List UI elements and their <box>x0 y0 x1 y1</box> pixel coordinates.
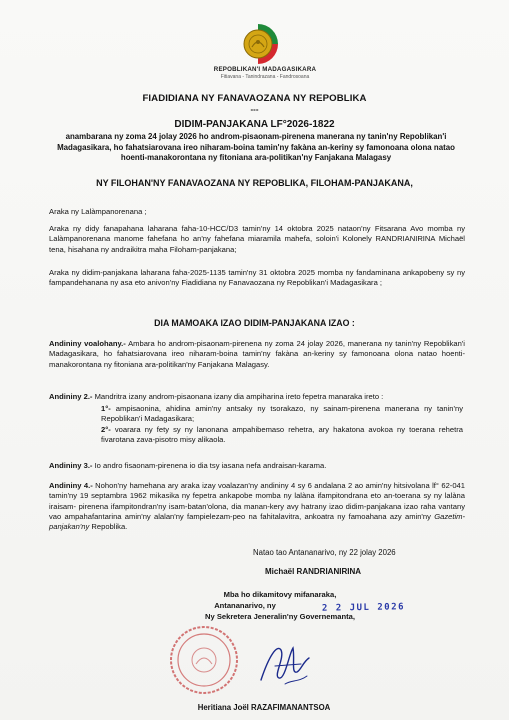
countersign-place-line: Antananarivo, ny <box>214 600 276 610</box>
article-1-label: Andininy voalohany.- <box>49 339 126 348</box>
item-1-number: 1°- <box>101 404 111 413</box>
article-1-text: Ambara ho androm-pisaonam-pirenena ny zoma 24 jolay 2026, manerana ny tanin'ny Repoblikan'i Madagasikara, ho fahatsiarovana ireo niharam-boina tamin'ny fakàna an-keriny sy famonoana olona natao hoenti-manakorontana ny fitoniana ara-politikan'ny Fanjakana Malagasy. <box>49 339 465 369</box>
article-2-item-2 <box>101 425 463 446</box>
national-motto: Fitiavana - Tanindrazana - Fandrosoana <box>220 74 310 80</box>
decree-title: DIDIM-PANJAKANA LF°2026-1822 <box>174 119 335 130</box>
consideration-2: Araka ny didy fanapahana laharana faha-10-HCC/D3 tamin'ny 14 oktobra 2025 nataon'ny Fitsarana Avo momba ny Lalàmpanorenana manome fahefana ho an'ny fahefana miaramila mahefa, soloin'i Kolonely RANDRIANIRINA Michaël tena, hisahana ny andraikitra maha Filoham-panjakana; <box>49 224 465 254</box>
item-1-text: ampisaonina, ahidina amin'ny antsaky ny tsorakazo, ny sainam-pirenena manerana ny tanin'ny Repoblikan'i Madagasikara; <box>101 404 463 424</box>
article-1 <box>49 339 465 370</box>
article-4-end: Repoblika. <box>89 522 128 532</box>
article-3-label: Andininy 3.- <box>49 461 93 470</box>
decree-subtitle: anambarana ny zoma 24 jolay 2026 ho androm-pisaonam-pirenena manerana ny tanin'ny Repoblikan'i Madagasikara, ho fahatsiarovana ireo niharam-boina tamin'ny fakàna an-keriny sy famonoana olona natao hoenti-manakorontana ny fitoniana ara-politikan'ny Fanjakana Malagasy <box>57 132 455 163</box>
decrees-heading: DIA MAMOAKA IZAO DIDIM-PANJAKANA IZAO : <box>154 318 355 328</box>
separator: --- <box>250 105 259 114</box>
secretary-general-title: Ny Sekretera Jeneralin'ny Governemanta, <box>205 611 355 621</box>
item-2-number: 2°- <box>101 425 111 434</box>
president-heading: NY FILOHAN'NY FANAVAOZANA NY REPOBLIKA, FILOHAM-PANJAKANA, <box>96 178 413 188</box>
article-2 <box>49 392 465 402</box>
gazette-name: Gazetim-panjakan'ny <box>49 511 465 532</box>
article-4-text: Nohon'ny hamehana ary araka izay voalazan'ny andininy 4 sy 6 andalana 2 ao amin'ny hitsivolana lf° 62-041 tamin'ny 19 septambra 1962 mikasika ny fepetra ankapobe momba ny lalàna ifampitondrana eto an-toerana sy ny lalàna iraisam- pirenena ifampitondran'ny isam-batan'olona, dia manan-kery avy hatrany izao didim-panjakana izao raha vantany vao ampahafantarina amin'ny alalan'ny fampielezam-peo na fahitalavitra, ankoatra ny famoahana azy amin'ny <box>49 481 466 521</box>
article-4 <box>49 481 465 532</box>
article-2-label: Andininy 2.- <box>49 392 93 401</box>
consideration-1: Araka ny Lalàmpanorenana ; <box>49 207 147 216</box>
article-2-item-1 <box>101 404 463 425</box>
secretary-name: Heritiana Joël RAZAFIMANANTSOA <box>197 703 331 712</box>
national-seal-icon <box>236 22 280 66</box>
official-stamp-icon <box>168 624 240 696</box>
date-stamp: 2 2 JUL 2026 <box>321 602 406 614</box>
article-2-text: Mandritra izany androm-pisaonana izany dia ampiharina ireto fepetra manaraka ireto : <box>92 392 384 401</box>
item-2-text: voarara ny fety sy ny lanonana ampahibemaso rehetra, ary hakatona avokoa ny toerana rehetra fivarotana zava-pisotro misy alikaola. <box>101 425 463 445</box>
consideration-3: Araka ny didim-panjakana laharana faha-2025-1135 tamin'ny 31 oktobra 2025 momba ny fandaminana ankapobeny sy ny fampandehanana ny asa eto anivon'ny Fiadidiana ny Fanavaozana ny Repoblikan'i Madagasikara ; <box>49 268 465 288</box>
article-4-label: Andininy 4.- <box>49 481 93 490</box>
article-3 <box>49 461 465 471</box>
place-and-date: Natao tao Antananarivo, ny 22 jolay 2026 <box>253 548 396 557</box>
handwritten-signature-icon <box>255 636 315 692</box>
certified-copy-line: Mba ho dikamitovy mifanaraka, <box>223 590 337 599</box>
article-3-text: Io andro fisaonam-pirenena io dia tsy iasana nefa andraisan-karama. <box>92 461 327 470</box>
signer-name: Michaël RANDRIANIRINA <box>264 567 361 576</box>
country-name: REPOBLIKAN'I MADAGASIKARA <box>213 66 317 73</box>
presidency-heading: FIADIDIANA NY FANAVAOZANA NY REPOBLIKA <box>142 93 367 104</box>
